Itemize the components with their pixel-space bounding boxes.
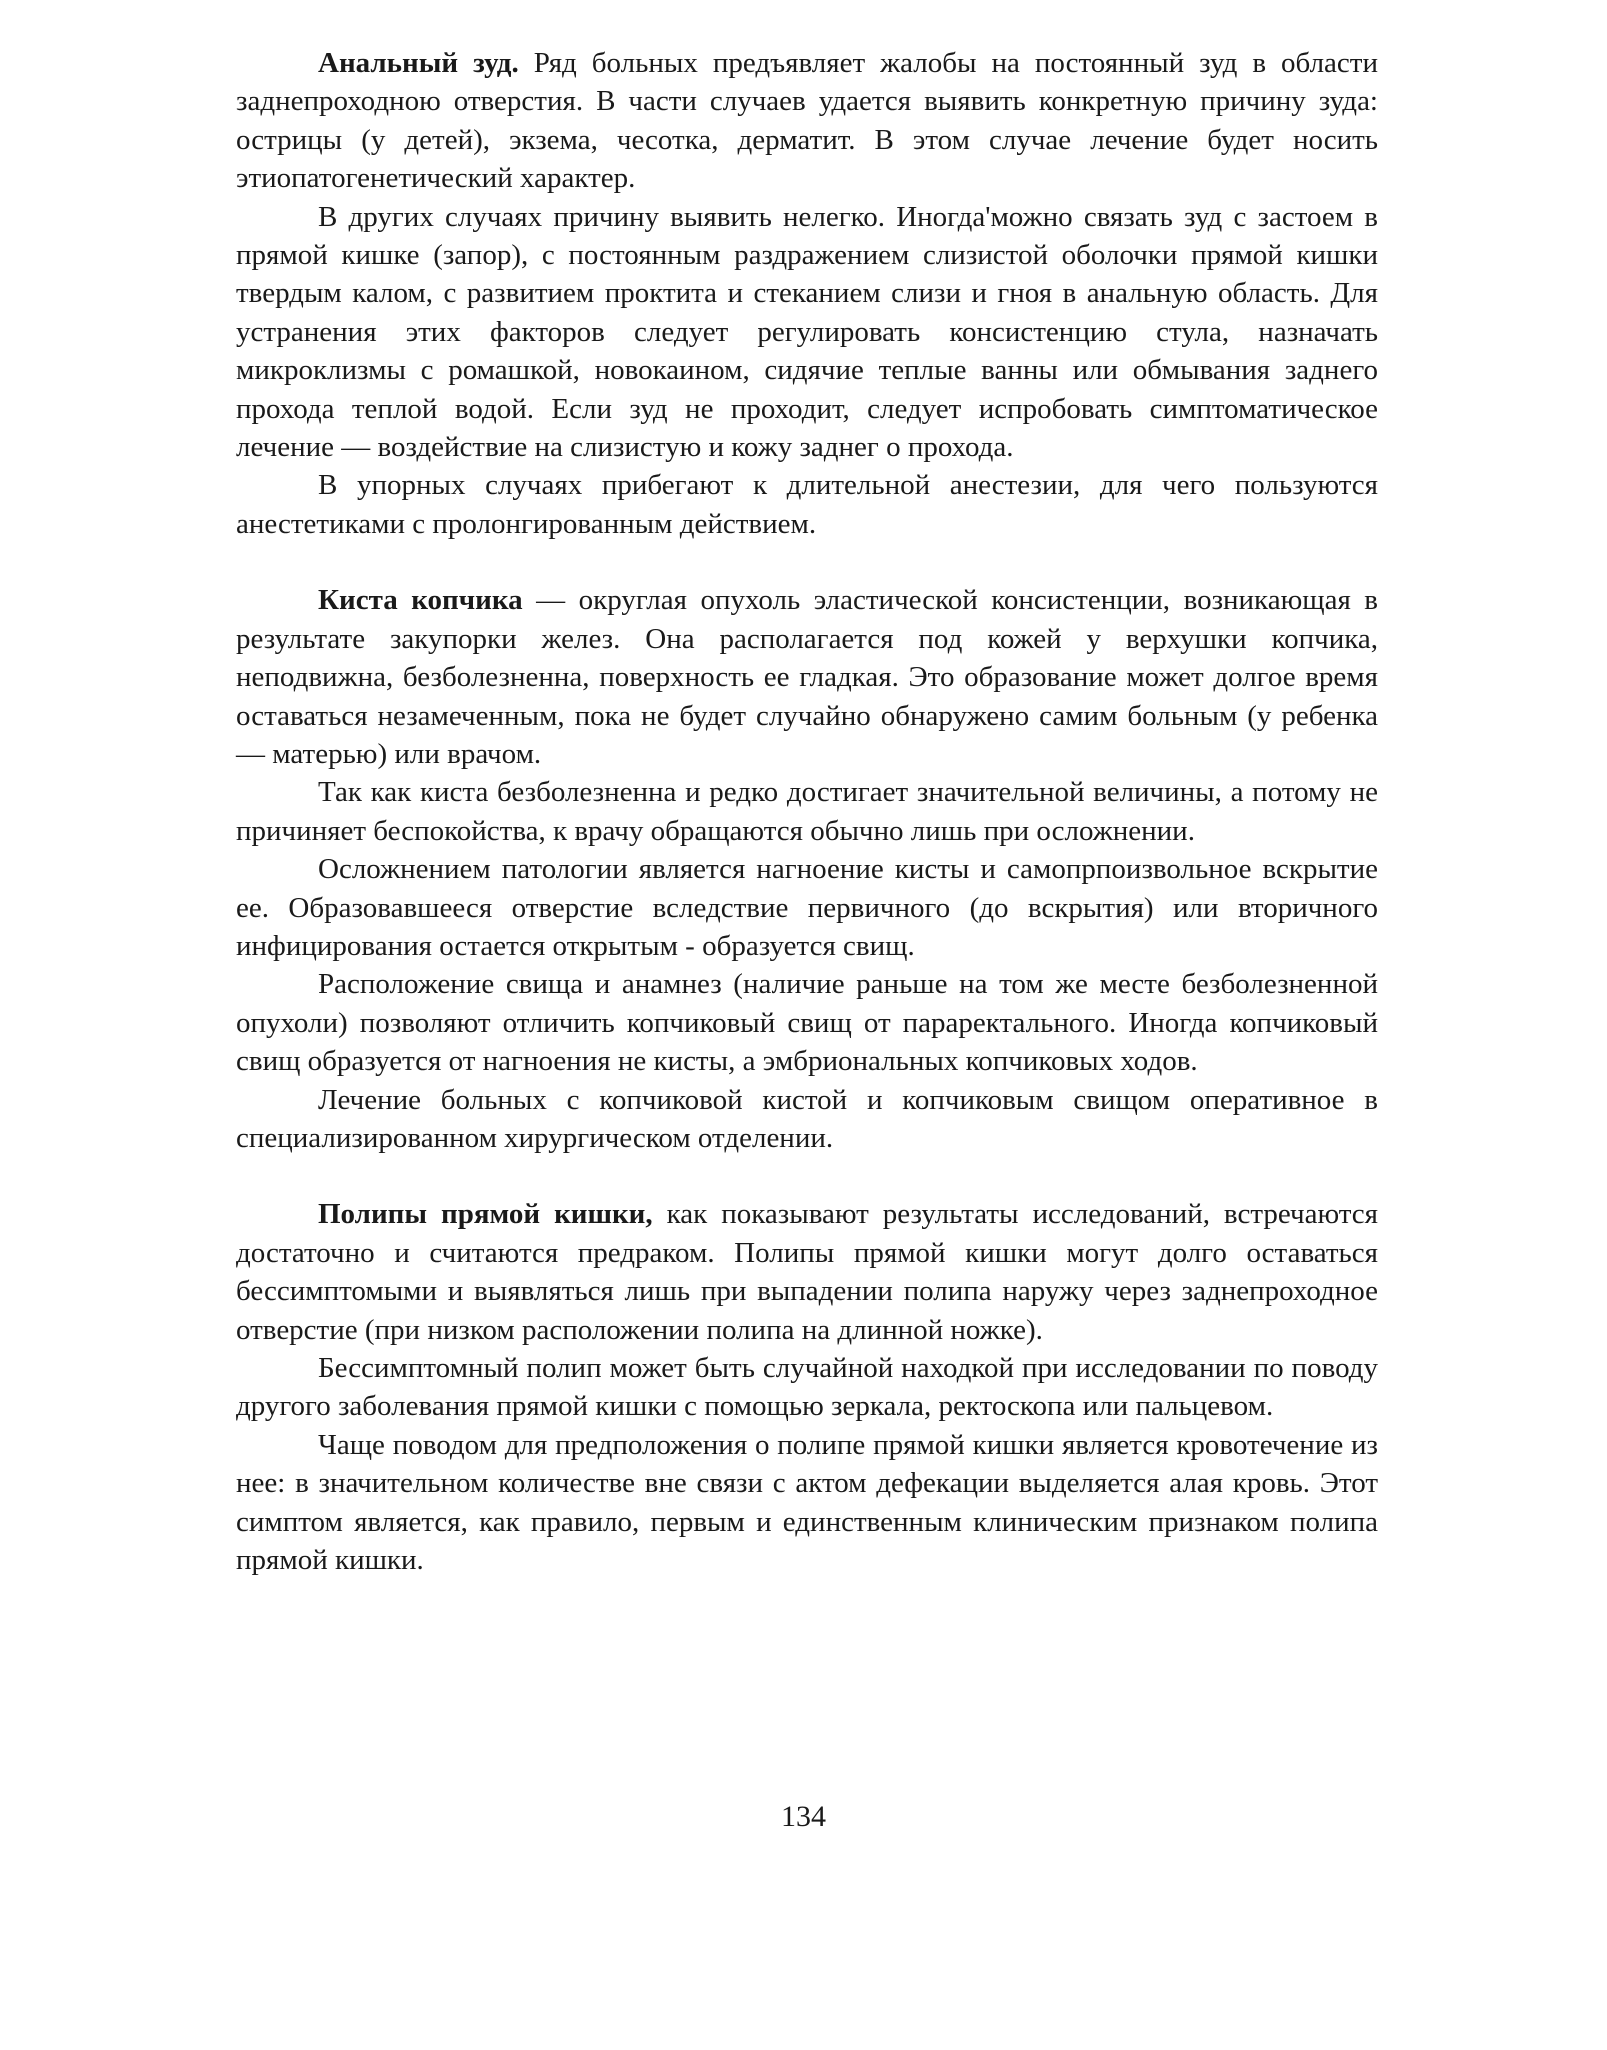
page-number: 134 (781, 1800, 826, 1833)
paragraph (236, 1081, 1378, 1158)
term-heading: Киста копчика (318, 584, 523, 617)
paragraph (236, 1195, 1378, 1349)
paragraph-text: Ряд больных предъявляет жалобы на постоянный зуд в области заднепроходною отверстия. В части случаев удается выявить конкретную причину зуда: острицы (у детей), экзема, чесотка, дерматит. В этом случае лечение будет носить этиопатогенетический характер. (236, 47, 1378, 195)
paragraph (236, 44, 1378, 198)
paragraph-text: Лечение больных с копчиковой кистой и копчиковым свищом оперативное в специализированном хирургическом отделении. (236, 1083, 1378, 1154)
page-body (236, 44, 1378, 1579)
paragraph (236, 198, 1378, 467)
term-heading: Полипы прямой кишки, (318, 1198, 653, 1231)
paragraph-text: В других случаях причину выявить нелегко. Иногда'можно связать зуд с застоем в прямой кишке (запор), с постоянным раздражением слизистой оболочки прямой кишки твердым калом, с развитием проктита и стеканием слизи и гноя в анальную область. Для устранения этих факторов следует регулировать консистенцию стула, назначать микроклизмы с ромашкой, новокаином, сидячие теплые ванны или обмывания заднего прохода теплой водой. Если зуд не проходит, следует испробовать симптоматическое лечение — воздействие на слизистую и кожу заднег о прохода. (236, 200, 1378, 464)
paragraph (236, 965, 1378, 1080)
paragraph-text: В упорных случаях прибегают к длительной анестезии, для чего пользуются анестетиками с пролонгированным действием. (236, 469, 1378, 540)
paragraph (236, 850, 1378, 965)
term-heading: Анальный зуд. (318, 47, 519, 79)
section-anal-itch (236, 44, 1378, 543)
paragraph-text: Чаще поводом для предположения о полипе прямой кишки является кровотечение из нее: в значительном количестве вне связи с актом дефекации выделяется алая кровь. Этот симптом является, как правило, первым и единственным клиническим признаком полипа прямой кишки. (236, 1428, 1378, 1577)
paragraph-text: Расположение свища и анамнез (наличие раньше на том же месте безболезненной опухоли) позволяют отличить копчиковый свищ от параректального. Иногда копчиковый свищ образуется от нагноения не кисты, а эмбриональных копчиковых ходов. (236, 968, 1378, 1078)
paragraph-text: — округлая опухоль эластической консистенции, возникающая в результате закупорки желез. Она располагается под кожей у верхушки копчика, неподвижна, безболезненна, поверхность ее гладкая. Это образование может долгое время оставаться незамеченным, пока не будет случайно обнаружено самим больным (у ребенка — матерью) или врачом. (236, 584, 1378, 770)
paragraph-text: Осложнением патологии является нагноение кисты и самопрпоизвольное вскрытие ее. Образовавшееся отверстие вследствие первичного (до вскрытия) или вторичного инфицирования остается открытым - образуется свищ. (236, 853, 1378, 962)
paragraph (236, 466, 1378, 543)
section-coccyx-cyst (236, 581, 1378, 1157)
paragraph-text: как показывают результаты исследований, встречаются достаточно и считаются предраком. Полипы прямой кишки могут долго оставаться бессимптомыми и выявляться лишь при выпадении полипа наружу через заднепроходное отверстие (при низком расположении полипа на длинной ножке). (236, 1198, 1378, 1346)
paragraph (236, 1349, 1378, 1426)
paragraph-text: Так как киста безболезненна и редко достигает значительной величины, а потому не причиняет беспокойства, к врачу обращаются обычно лишь при осложнении. (236, 776, 1378, 847)
section-rectal-polyps (236, 1195, 1378, 1579)
paragraph (236, 1426, 1378, 1580)
paragraph (236, 773, 1378, 850)
paragraph (236, 581, 1378, 773)
paragraph-text: Бессимптомный полип может быть случайной находкой при исследовании по поводу другого заболевания прямой кишки с помощью зеркала, ректоскопа или пальцевом. (236, 1352, 1378, 1423)
